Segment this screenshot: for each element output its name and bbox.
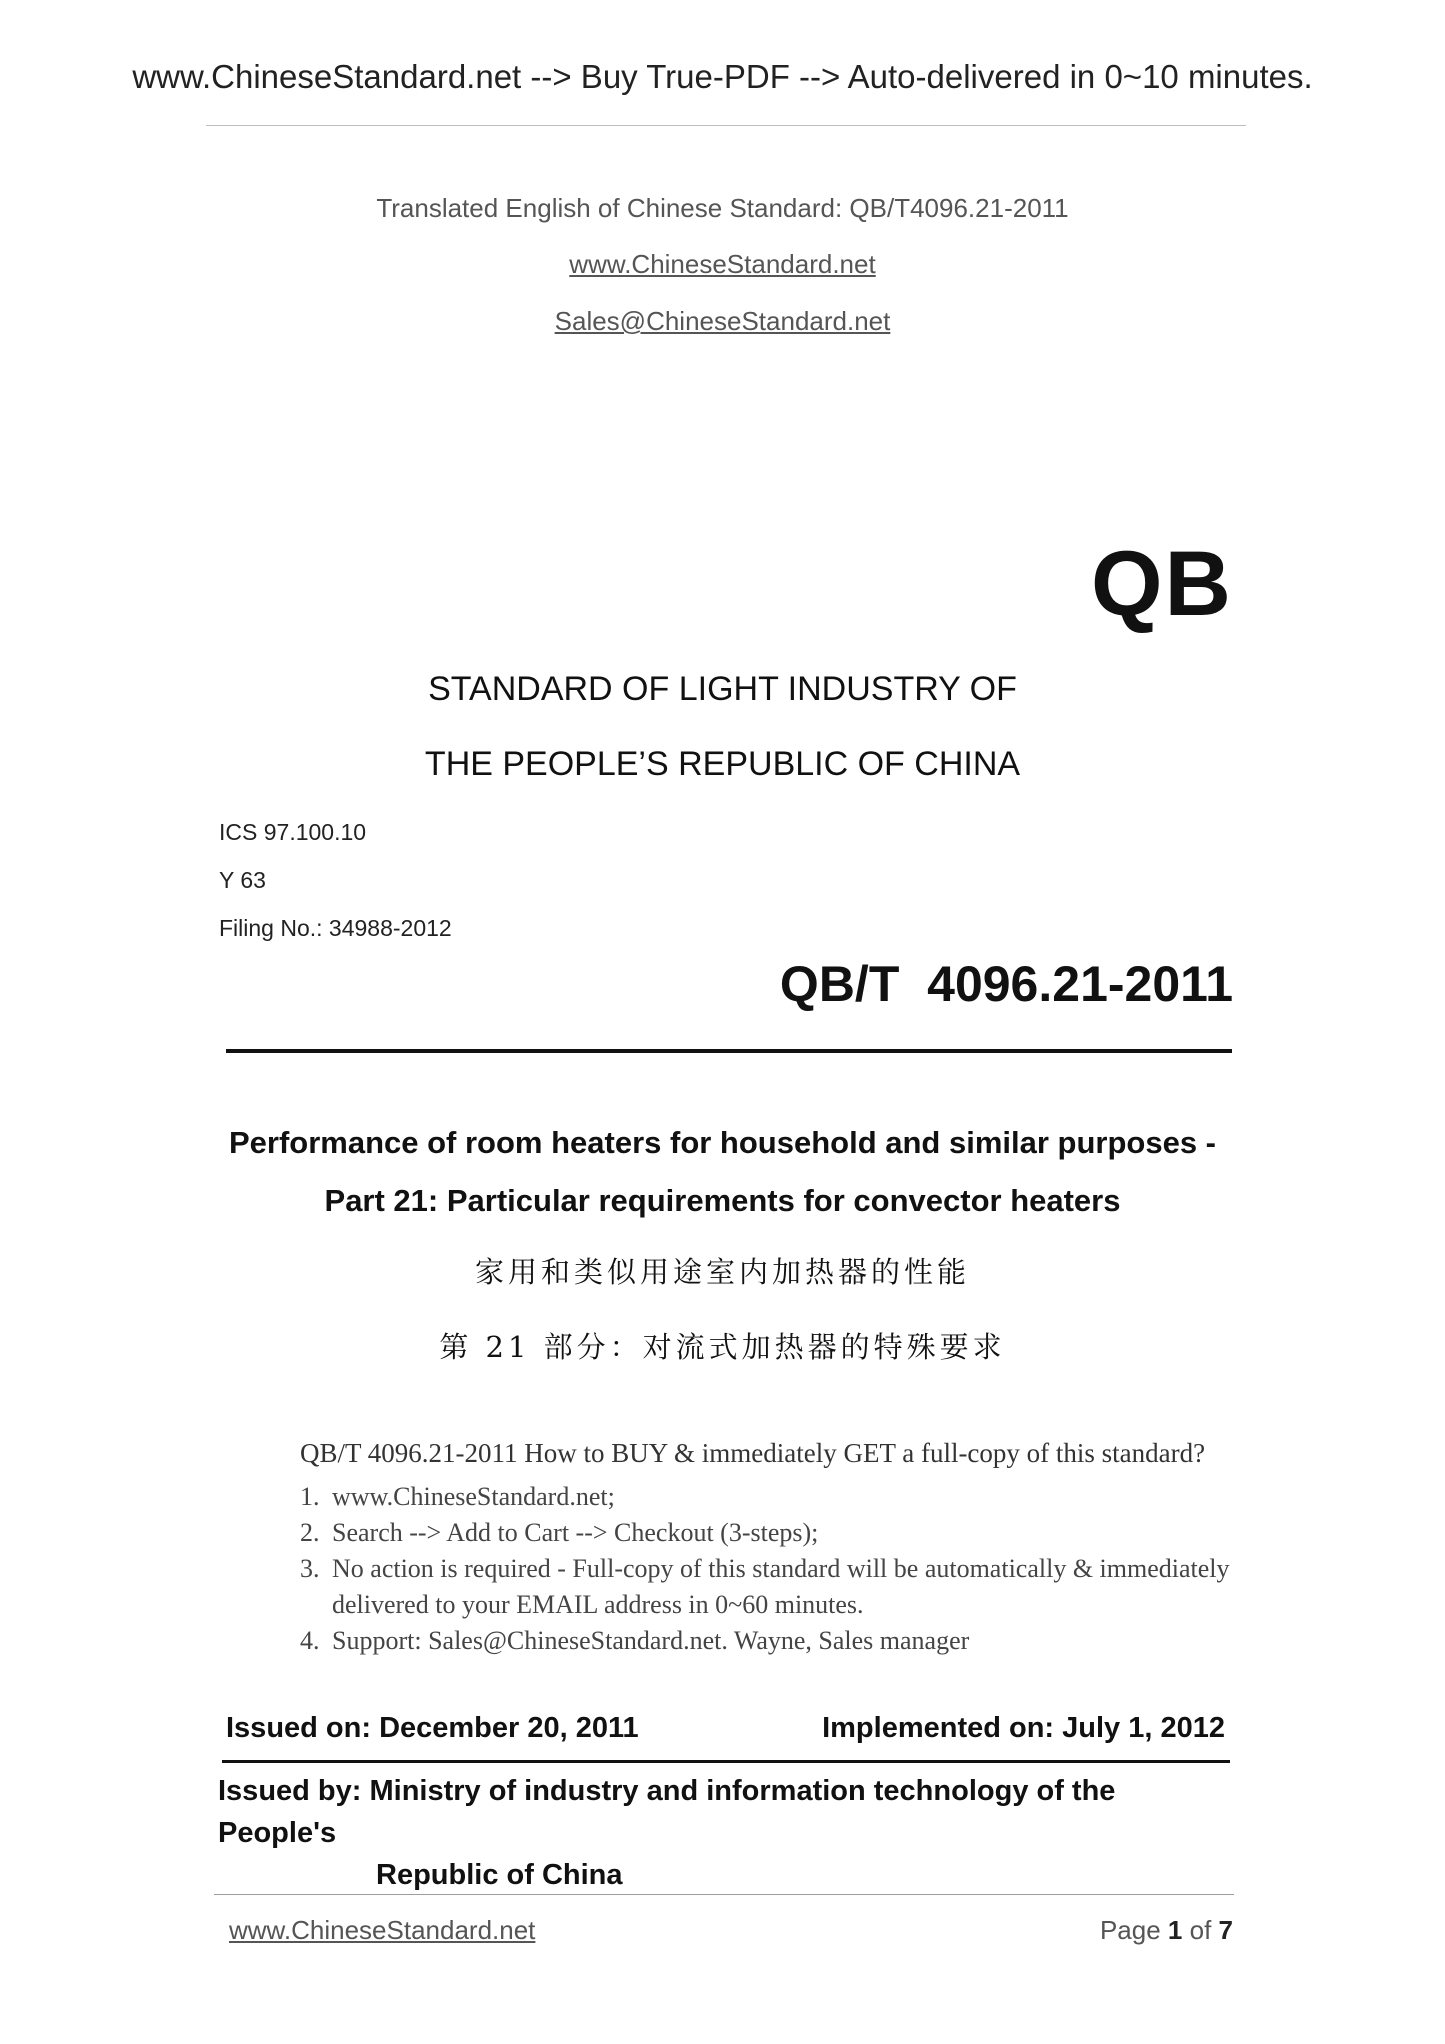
issued-by-line2: Republic of China	[376, 1859, 623, 1891]
translated-line: Translated English of Chinese Standard: QB/T4096.21-2011	[376, 193, 1069, 223]
footer-website-link[interactable]: www.ChineseStandard.net	[229, 1915, 536, 1945]
footer-divider	[214, 1894, 1234, 1895]
issued-by	[218, 1770, 1238, 1896]
issue-divider	[222, 1760, 1230, 1763]
title-divider	[226, 1049, 1232, 1053]
qb-logo: QB	[1091, 533, 1233, 635]
standard-of-line1: STANDARD OF LIGHT INDUSTRY OF	[428, 670, 1017, 708]
step-number: 1.	[300, 1482, 320, 1511]
page-total: 7	[1218, 1915, 1233, 1945]
step-text[interactable]: www.ChineseStandard.net;	[332, 1482, 615, 1511]
step-number: 3.	[300, 1554, 320, 1583]
y-code: Y 63	[219, 867, 266, 893]
step-number: 2.	[300, 1518, 320, 1547]
step-number: 4.	[300, 1626, 320, 1655]
top-banner: www.ChineseStandard.net --> Buy True-PDF --> Auto-delivered in 0~10 minutes.	[132, 58, 1313, 95]
title-chinese-line1: 家用和类似用途室内加热器的性能	[474, 1255, 970, 1289]
buy-steps-list	[300, 1479, 1260, 1659]
issued-on: Issued on: December 20, 2011	[226, 1712, 639, 1744]
buy-heading: QB/T 4096.21-2011 How to BUY & immediately GET a full-copy of this standard?	[300, 1438, 1206, 1468]
step-text: Support: Sales@ChineseStandard.net. Wayne, Sales manager	[332, 1626, 970, 1655]
step-text: Search --> Add to Cart --> Checkout (3-steps);	[332, 1518, 819, 1547]
email-link[interactable]: Sales@ChineseStandard.net	[554, 306, 891, 336]
buy-instructions	[300, 1438, 1260, 1659]
step-text: No action is required - Full-copy of this standard will be automatically & immediately delivered to your EMAIL address in 0~60 minutes.	[332, 1554, 1230, 1619]
page-indicator	[1100, 1915, 1233, 1946]
issued-by-line1: Issued by: Ministry of industry and information technology of the People's	[218, 1775, 1116, 1849]
page-current: 1	[1167, 1915, 1183, 1945]
page-prefix: Page	[1099, 1915, 1168, 1945]
filing-number: Filing No.: 34988-2012	[219, 915, 452, 941]
buy-step	[300, 1623, 1260, 1659]
standard-number: QB/T 4096.21-2011	[779, 956, 1233, 1012]
header-divider	[206, 125, 1246, 126]
title-chinese-line2: 第 21 部分：对流式加热器的特殊要求	[439, 1330, 1006, 1364]
buy-step	[300, 1515, 1260, 1551]
ics-code: ICS 97.100.10	[219, 819, 367, 845]
buy-step	[300, 1551, 1260, 1623]
page-mid: of	[1182, 1915, 1219, 1945]
standard-of-line2: THE PEOPLE’S REPUBLIC OF CHINA	[424, 745, 1021, 783]
title-english-line1: Performance of room heaters for household and similar purposes -	[228, 1125, 1217, 1160]
website-link[interactable]: www.ChineseStandard.net	[569, 249, 876, 279]
buy-step	[300, 1479, 1260, 1515]
implemented-on: Implemented on: July 1, 2012	[822, 1712, 1225, 1744]
title-english-line2: Part 21: Particular requirements for convector heaters	[324, 1183, 1121, 1218]
